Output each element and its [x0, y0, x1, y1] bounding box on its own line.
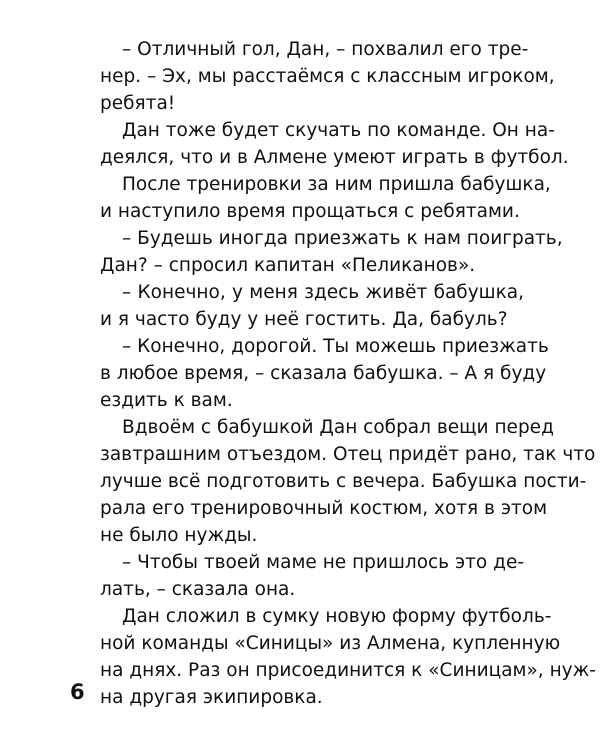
text-line: в любое время, – сказала бабушка. – А я буду: [100, 363, 547, 384]
text-line: и я часто буду у неё гостить. Да, бабуль?: [100, 309, 508, 330]
text-line: на другая экипировка.: [100, 687, 323, 708]
text-line: – Конечно, дорогой. Ты можешь приезжать: [122, 336, 549, 357]
text-line: на днях. Раз он присоединится к «Синицам», нуж-: [100, 660, 596, 681]
text-line: – Конечно, у меня здесь живёт бабушка,: [122, 282, 524, 303]
text-line: деялся, что и в Алмене умеют играть в футбол.: [100, 147, 569, 168]
text-line: рала его тренировочный костюм, хотя в этом: [100, 498, 548, 519]
text-line: – Будешь иногда приезжать к нам поиграть,: [122, 228, 563, 249]
text-line: Дан? – спросил капитан «Пеликанов».: [100, 255, 476, 276]
text-line: Дан тоже будет скучать по команде. Он на-: [122, 120, 555, 141]
page-number: 6: [70, 680, 85, 704]
text-line: нер. – Эх, мы расстаёмся с классным игроком,: [100, 66, 555, 87]
text-line: ребята!: [100, 93, 176, 114]
text-line: После тренировки за ним пришла бабушка,: [122, 174, 551, 195]
text-line: ездить к вам.: [100, 390, 233, 411]
text-line: и наступило время прощаться с ребятами.: [100, 201, 520, 222]
text-line: – Отличный гол, Дан, – похвалил его тре-: [122, 39, 529, 60]
text-line: Дан сложил в сумку новую форму футболь-: [122, 606, 552, 627]
text-line: лучше всё подготовить с вечера. Бабушка пости-: [100, 471, 587, 492]
text-line: завтрашним отъездом. Отец придёт рано, так что: [100, 444, 596, 465]
body-text: [100, 36, 596, 711]
text-line: – Чтобы твоей маме не пришлось это де-: [122, 552, 524, 573]
text-line: не было нужды.: [100, 525, 258, 546]
text-line: лать, – сказала она.: [100, 579, 296, 600]
text-line: ной команды «Синицы» из Алмена, купленную: [100, 633, 561, 654]
text-line: Вдвоём с бабушкой Дан собрал вещи перед: [122, 417, 554, 438]
